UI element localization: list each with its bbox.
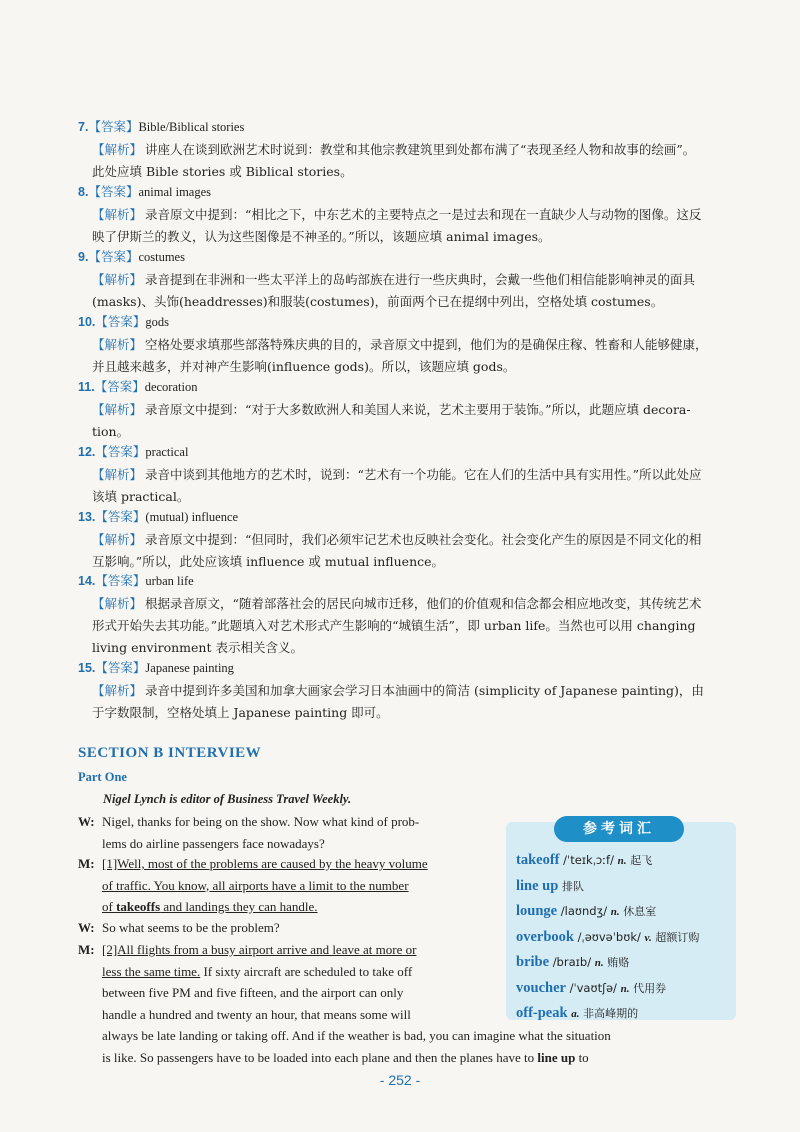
answer-tag: 【答案】 [88,185,139,199]
answer-tag: 【答案】 [95,315,146,329]
dialog-line [78,1047,738,1069]
explanation-line: (masks)、头饰(headdresses)和服装(costumes)，前面两个已在提纲中列出，空格处填 costumes。 [92,294,664,309]
explanation-line: 该填 practical。 [92,489,190,504]
vocab-word: line up [516,877,559,894]
answer-text: gods [145,315,170,329]
answer-tag: 【答案】 [88,120,139,134]
answer-tag: 【答案】 [94,380,145,394]
answer-item [78,570,728,658]
answer-item [78,376,728,443]
dialog-line: Nigel, thanks for being on the show. Now what kind of prob- [102,814,420,829]
answer-text: Bible/Biblical stories [138,120,245,134]
explanation-line: 录音中谈到其他地方的艺术时，说到：“艺术有一个功能。它在人们的生活中具有实用性。”所以此处应 [145,466,702,482]
dialog-text: is like. So passengers have to be loaded into each plane and then the planes have to [102,1049,538,1065]
vocabulary-item [516,950,736,976]
dialog-turn [78,917,498,939]
dialog-line: So what seems to be the problem? [102,920,280,935]
dialog-line: [1]Well, most of the problems are caused by the heavy volume [102,856,428,871]
explanation-line: 录音提到在非洲和一些太平洋上的岛屿部族在进行一些庆典时，会戴一些他们相信能影响神灵的面具 [145,271,696,287]
explanation-tag: 【解析】 [92,207,143,222]
explanation-tag: 【解析】 [92,142,143,157]
vocab-word: voucher [516,979,566,996]
dialog-line: always be late landing or taking off. And if the weather is bad, you can imagine what the situation [102,1028,611,1043]
answer-item [78,181,728,248]
vocab-word: takeoff [516,852,560,868]
speaker-label: M: [78,856,95,871]
answer-item [78,311,728,378]
explanation-tag: 【解析】 [92,596,143,611]
vocab-pronunciation: /ˈteɪkˌɔːf/ [563,853,614,867]
explanation-line: 映了伊斯兰的教义，认为这些图像是不神圣的。”所以，该题应填 animal images。 [92,229,551,244]
explanation-tag: 【解析】 [92,272,143,287]
explanation-line: 并且越来越多，并对神产生影响(influence gods)。所以，该题应填 gods。 [92,359,516,374]
explanation-tag: 【解析】 [92,683,143,698]
vocab-pos: n. [620,982,630,995]
explanation-tag: 【解析】 [92,532,143,547]
dialog-text: and landings they can handle. [160,899,318,914]
vocab-meaning: 贿赂 [607,956,630,969]
vocabulary-item [516,925,736,951]
answer-tag: 【答案】 [95,510,146,524]
section-title: SECTION B INTERVIEW [78,745,262,761]
explanation-tag: 【解析】 [92,402,143,417]
answer-item [78,506,728,573]
page-number: - 252 - [379,1072,421,1088]
vocab-meaning: 起飞 [630,854,653,867]
answer-number: 9. [78,250,89,264]
interview-intro: Nigel Lynch is editor of Business Travel Weekly. [103,792,352,806]
vocab-meaning: 排队 [561,879,584,893]
dialog-text: If sixty aircraft are scheduled to take off [200,963,413,979]
dialog-line: handle a hundred and twenty an hour, that means some will [102,1006,411,1022]
answer-tag: 【答案】 [95,661,146,675]
answer-text: (mutual) influence [145,510,239,524]
explanation-line: 录音中提到许多美国和加拿大画家会学习日本油画中的简洁 (simplicity of Japanese painting)，由 [145,682,704,698]
vocab-pos: n. [617,855,627,867]
speaker-label: W: [78,920,95,935]
vocab-meaning: 超额订购 [655,930,700,944]
answer-number: 15. [78,661,96,675]
vocab-pos: v. [644,931,652,944]
dialog-line: of traffic. You know, all airports have a limit to the number [102,877,409,893]
vocab-pos: a. [571,1008,580,1020]
explanation-line: 录音原文中提到：“但同时，我们必须牢记艺术也反映社会变化。社会变化产生的原因是不同文化的相 [145,531,702,547]
answer-tag: 【答案】 [95,574,146,588]
answer-tag: 【答案】 [95,445,146,459]
part-title: Part One [78,770,127,784]
vocab-meaning: 休息室 [623,905,657,918]
answer-item [78,657,728,724]
dialog-text: to [575,1049,589,1065]
dialog-line [78,896,498,918]
vocabulary-list [516,848,736,1027]
vocabulary-box [506,822,736,1020]
vocabulary-item [516,976,736,1002]
explanation-line: 讲座人在谈到欧洲艺术时说到：教堂和其他宗教建筑里到处都布满了“表现圣经人物和故事的绘画”。 [145,141,696,157]
vocab-meaning: 非高峰期的 [583,1007,639,1020]
answer-number: 8. [78,185,89,199]
explanation-line: 于字数限制，空格处填上 Japanese painting 即可。 [92,705,389,720]
explanation-line: 空格处要求填那些部落特殊庆典的目的，录音原文中提到，他们为的是确保庄稼、牲畜和人能够健康， [145,336,708,352]
vocabulary-item [516,899,736,925]
explanation-line: 根据录音原文，“随着部落社会的居民向城市迁移，他们的价值观和信念都会相应地改变，其传统艺术 [145,595,702,611]
speaker-label: W: [78,814,95,829]
explanation-line: 此处应填 Bible stories 或 Biblical stories。 [92,164,353,179]
vocab-pronunciation: /braɪb/ [552,955,592,969]
vocabulary-item [516,848,736,874]
dialog-turn [78,853,498,918]
answer-number: 11. [78,380,95,394]
answer-number: 14. [78,574,96,588]
vocab-word: lounge [516,903,558,919]
answer-item [78,246,728,313]
dialog-text: less the same time. [102,963,201,979]
answer-number: 12. [78,445,96,459]
answer-number: 13. [78,510,96,524]
explanation-line: 录音原文中提到：“相比之下，中东艺术的主要特点之一是过去和现在一直缺少人与动物的图像。这反 [145,206,702,222]
explanation-line: 录音原文中提到：“对于大多数欧洲人和美国人来说，艺术主要用于装饰。”所以，此题应填 decora- [145,401,691,417]
explanation-line: 形式开始失去其功能。”此题填入对艺术形式产生影响的“城镇生活”，即 urban life。当然也可以用 changing [92,618,696,633]
vocab-word: off-peak [516,1005,568,1021]
dialog-line: between five PM and five fifteen, and the airport can only [102,985,404,1000]
keyword: takeoffs [116,899,161,914]
dialog-line: lems do airline passengers face nowadays? [102,835,325,851]
answer-item [78,116,728,183]
vocab-pos: n. [594,957,604,969]
answer-number: 7. [78,120,89,134]
vocab-pronunciation: /ˈvaʊtʃə/ [569,980,617,995]
answer-text: practical [145,445,189,459]
answer-text: Japanese painting [145,661,234,675]
vocabulary-item [516,874,736,900]
answer-tag: 【答案】 [88,250,139,264]
answer-text: costumes [138,250,185,264]
vocab-pronunciation: /ˌəʊvəˈbʊk/ [577,929,641,944]
explanation-line: living environment 表示相关含义。 [92,639,303,655]
vocab-pos: n. [610,906,620,918]
keyword: line up [537,1049,576,1065]
answer-text: urban life [145,574,194,588]
vocab-pronunciation: /laʊndʒ/ [560,904,608,918]
vocab-word: bribe [516,954,550,970]
dialog-turn [78,811,498,854]
answer-number: 10. [78,315,96,329]
explanation-line: 互影响。”所以，此处应该填 influence 或 mutual influence。 [92,554,445,569]
explanation-tag: 【解析】 [92,337,143,352]
explanation-line: tion。 [92,424,130,439]
explanation-tag: 【解析】 [92,467,143,482]
vocab-meaning: 代用券 [633,981,667,995]
vocab-word: overbook [516,928,574,945]
answer-item [78,441,728,508]
answer-text: decoration [144,380,198,394]
dialog-line: [2]All flights from a busy airport arrive and leave at more or [102,942,417,957]
answer-text: animal images [138,185,211,199]
speaker-label: M: [78,942,95,957]
dialog-text: of [102,899,117,914]
vocabulary-title: 参考词汇 [554,816,684,842]
vocabulary-item [516,1001,736,1027]
